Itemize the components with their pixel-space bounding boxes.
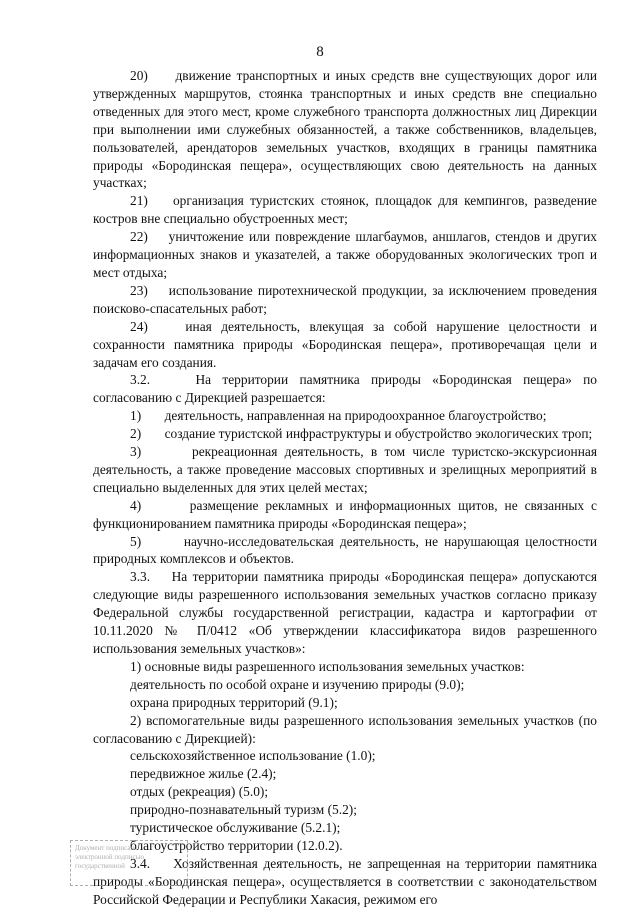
paragraph: 4) размещение рекламных и информационных щитов, не связанных с функционированием памятника природы «Бородинская пещера»; (93, 497, 597, 531)
paragraph: природно-познавательный туризм (5.2); (130, 802, 357, 818)
stamp-line: электронной подписью (75, 853, 145, 861)
paragraph: передвижное жилье (2.4); (130, 766, 277, 782)
paragraph: 20) движение транспортных и иных средств вне существующих дорог или утвержденных маршрутов, стоянка транспортных и иных средств вне специально отведенных для этого мест, кроме служебного транспорта должностных лиц Дирекции при выполнении ими служебных обязанностей, а также собственников, владельцев, пользователей, арендаторов земельных участков, входящих в границы памятника природы «Бородинская пещера», осуществляющих свою деятельность на данных участках; (93, 68, 597, 191)
page-number: 8 (316, 44, 324, 60)
paragraph: 24) иная деятельность, влекущая за собой нарушение целостности и сохранности памятника природы «Бородинская пещера», противоречащая цели и задачам его создания. (93, 318, 597, 370)
paragraph: благоустройство территории (12.0.2). (130, 837, 343, 853)
paragraph: 2) вспомогательные виды разрешенного использования земельных участков (по согласованию с Дирекцией): (93, 712, 597, 746)
paragraph: охрана природных территорий (9.1); (130, 694, 338, 710)
paragraph: 1) основные виды разрешенного использования земельных участков: (130, 658, 525, 674)
paragraph: 23) использование пиротехнической продукции, за исключением проведения поисково-спасательных работ; (93, 282, 597, 316)
paragraph: 22) уничтожение или повреждение шлагбаумов, аншлагов, стендов и других информационных знаков и указателей, а также оборудованных экологических троп и мест отдыха; (93, 229, 597, 280)
paragraph: 3.2. На территории памятника природы «Бородинская пещера» по согласованию с Дирекцией разрешается: (93, 372, 597, 406)
paragraph: 2) создание туристской инфраструктуры и обустройство экологических троп; (130, 426, 593, 442)
paragraph: 5) научно-исследовательская деятельность, не нарушающая целостности природных комплексов и объектов. (93, 533, 597, 567)
paragraph: 3) рекреационная деятельность, в том числе туристско-экскурсионная деятельность, а также проведение массовых спортивных и зрелищных мероприятий в специально выделенных для этих целей местах; (93, 444, 597, 495)
paragraph: 1) деятельность, направленная на природоохранное благоустройство; (130, 408, 547, 424)
paragraph: сельскохозяйственное использование (1.0); (130, 748, 376, 764)
paragraph: отдых (рекреация) (5.0); (130, 784, 269, 800)
paragraph: 3.4. Хозяйственная деятельность, не запрещенная на территории памятника природы «Бородинская пещера», осуществляется в соответствии с законодательством Российской Федерации и Республики Хакасия, режимом его (93, 855, 597, 907)
document-body (93, 67, 597, 909)
stamp-line: государственной (75, 862, 125, 870)
paragraph: 3.3. На территории памятника природы «Бородинская пещера» допускаются следующие виды разрешенного использования земельных участков согласно приказу Федеральной службы государственной регистрации, кадастра и картографии от 10.11.2020 № П/0412 «Об утверждении классификатора видов разрешенного использования земельных участков»: (93, 569, 597, 656)
paragraph: 21) организация туристских стоянок, площадок для кемпингов, разведение костров вне специально обустроенных мест; (93, 193, 597, 227)
paragraph: туристическое обслуживание (5.2.1); (130, 820, 341, 836)
signature-stamp (70, 840, 188, 886)
stamp-line: Документ подписан (75, 844, 135, 852)
paragraph: деятельность по особой охране и изучению природы (9.0); (130, 676, 465, 692)
